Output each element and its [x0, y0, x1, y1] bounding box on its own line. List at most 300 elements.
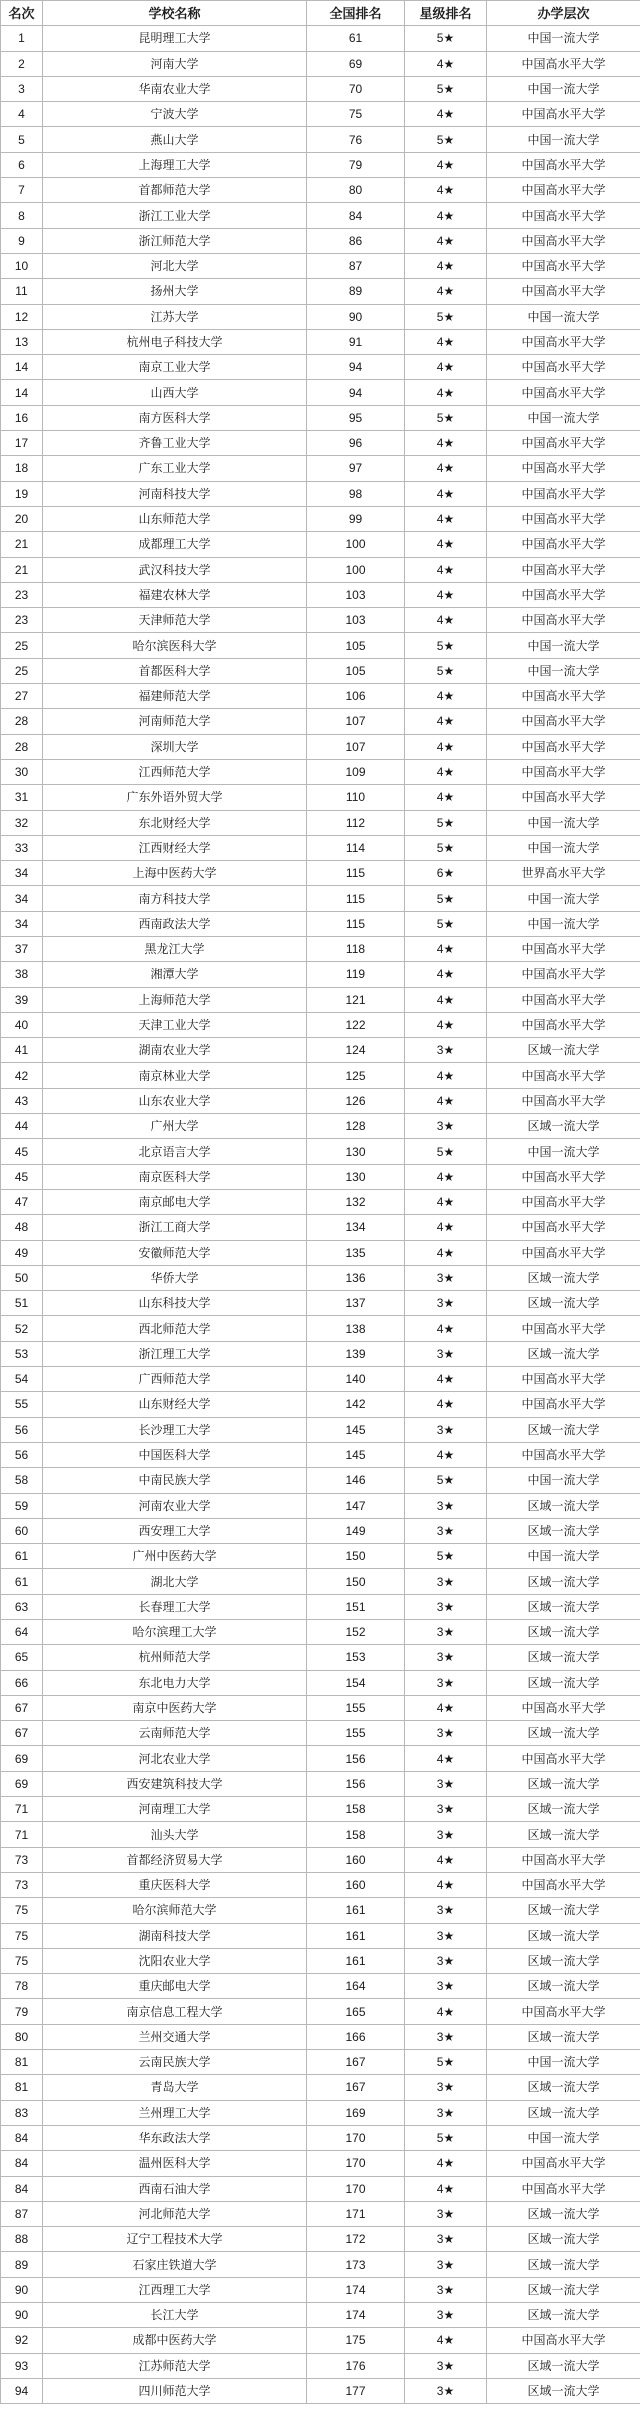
school-name-cell: 湖南农业大学: [43, 1038, 307, 1063]
school-level-cell: 中国高水平大学: [487, 431, 640, 456]
national-rank-cell: 174: [307, 2277, 405, 2302]
school-name-cell: 山东师范大学: [43, 506, 307, 531]
school-name-cell: 兰州交通大学: [43, 2024, 307, 2049]
table-row: [1, 506, 640, 531]
table-row: [1, 1746, 640, 1771]
rank-cell: 40: [1, 1012, 43, 1037]
star-rating-cell: 3★: [405, 1974, 487, 1999]
school-level-cell: 中国高水平大学: [487, 2151, 640, 2176]
national-rank-cell: 132: [307, 1189, 405, 1214]
table-row: [1, 1872, 640, 1897]
school-name-cell: 湖南科技大学: [43, 1923, 307, 1948]
school-level-cell: 中国高水平大学: [487, 557, 640, 582]
table-row: [1, 26, 640, 51]
national-rank-cell: 169: [307, 2100, 405, 2125]
star-rating-cell: 3★: [405, 2277, 487, 2302]
table-row: [1, 2176, 640, 2201]
rank-cell: 89: [1, 2252, 43, 2277]
star-rating-cell: 3★: [405, 1114, 487, 1139]
school-name-cell: 湖北大学: [43, 1569, 307, 1594]
table-row: [1, 1442, 640, 1467]
school-name-cell: 安徽师范大学: [43, 1240, 307, 1265]
school-level-cell: 中国高水平大学: [487, 582, 640, 607]
table-row: [1, 1063, 640, 1088]
school-name-cell: 江西理工大学: [43, 2277, 307, 2302]
rank-cell: 61: [1, 1544, 43, 1569]
star-rating-cell: 5★: [405, 835, 487, 860]
school-level-cell: 中国高水平大学: [487, 987, 640, 1012]
national-rank-cell: 97: [307, 456, 405, 481]
table-row: [1, 1240, 640, 1265]
school-level-cell: 中国高水平大学: [487, 1695, 640, 1720]
school-level-cell: 区域一流大学: [487, 1721, 640, 1746]
school-name-cell: 江苏师范大学: [43, 2353, 307, 2378]
national-rank-cell: 149: [307, 1518, 405, 1543]
table-row: [1, 684, 640, 709]
national-rank-cell: 80: [307, 178, 405, 203]
star-rating-cell: 3★: [405, 1493, 487, 1518]
national-rank-cell: 164: [307, 1974, 405, 1999]
rank-cell: 93: [1, 2353, 43, 2378]
national-rank-cell: 115: [307, 861, 405, 886]
school-name-cell: 山东农业大学: [43, 1088, 307, 1113]
table-row: [1, 1974, 640, 1999]
star-rating-cell: 5★: [405, 2125, 487, 2150]
table-row: [1, 253, 640, 278]
table-body: [1, 26, 640, 2404]
school-level-cell: 中国高水平大学: [487, 1164, 640, 1189]
rank-cell: 4: [1, 102, 43, 127]
school-name-cell: 南方科技大学: [43, 886, 307, 911]
national-rank-cell: 175: [307, 2328, 405, 2353]
star-rating-cell: 4★: [405, 506, 487, 531]
school-name-cell: 西安建筑科技大学: [43, 1771, 307, 1796]
school-level-cell: 中国高水平大学: [487, 709, 640, 734]
star-rating-cell: 3★: [405, 1948, 487, 1973]
school-name-cell: 湘潭大学: [43, 962, 307, 987]
rank-cell: 8: [1, 203, 43, 228]
school-level-cell: 中国一流大学: [487, 633, 640, 658]
school-name-cell: 浙江理工大学: [43, 1341, 307, 1366]
star-rating-cell: 3★: [405, 2075, 487, 2100]
table-row: [1, 835, 640, 860]
table-row: [1, 76, 640, 101]
national-rank-cell: 94: [307, 355, 405, 380]
national-rank-cell: 176: [307, 2353, 405, 2378]
national-rank-cell: 112: [307, 810, 405, 835]
national-rank-cell: 142: [307, 1392, 405, 1417]
school-name-cell: 兰州理工大学: [43, 2100, 307, 2125]
national-rank-cell: 75: [307, 102, 405, 127]
table-row: [1, 1797, 640, 1822]
star-rating-cell: 4★: [405, 759, 487, 784]
table-row: [1, 178, 640, 203]
school-level-cell: 中国一流大学: [487, 835, 640, 860]
table-row: [1, 734, 640, 759]
school-level-cell: 中国高水平大学: [487, 329, 640, 354]
school-name-cell: 浙江师范大学: [43, 228, 307, 253]
rank-cell: 61: [1, 1569, 43, 1594]
national-rank-cell: 139: [307, 1341, 405, 1366]
star-rating-cell: 3★: [405, 1594, 487, 1619]
rank-cell: 79: [1, 1999, 43, 2024]
national-rank-cell: 87: [307, 253, 405, 278]
star-rating-cell: 4★: [405, 1367, 487, 1392]
table-row: [1, 2075, 640, 2100]
school-name-cell: 天津工业大学: [43, 1012, 307, 1037]
school-level-cell: 区域一流大学: [487, 2100, 640, 2125]
rank-cell: 81: [1, 2050, 43, 2075]
table-header-row: [1, 1, 640, 26]
table-row: [1, 911, 640, 936]
rank-cell: 49: [1, 1240, 43, 1265]
school-name-cell: 武汉科技大学: [43, 557, 307, 582]
school-name-cell: 上海理工大学: [43, 152, 307, 177]
rank-cell: 23: [1, 608, 43, 633]
rank-cell: 28: [1, 709, 43, 734]
school-name-cell: 四川师范大学: [43, 2378, 307, 2403]
school-name-cell: 河北农业大学: [43, 1746, 307, 1771]
school-name-cell: 杭州电子科技大学: [43, 329, 307, 354]
school-level-cell: 区域一流大学: [487, 1594, 640, 1619]
star-rating-cell: 3★: [405, 2100, 487, 2125]
rank-cell: 16: [1, 405, 43, 430]
school-level-cell: 中国高水平大学: [487, 203, 640, 228]
table-row: [1, 2125, 640, 2150]
school-level-cell: 中国高水平大学: [487, 355, 640, 380]
national-rank-cell: 173: [307, 2252, 405, 2277]
school-level-cell: 中国一流大学: [487, 1139, 640, 1164]
star-rating-cell: 5★: [405, 633, 487, 658]
star-rating-cell: 3★: [405, 2353, 487, 2378]
rank-cell: 58: [1, 1468, 43, 1493]
national-rank-cell: 150: [307, 1569, 405, 1594]
rank-cell: 12: [1, 304, 43, 329]
school-level-cell: 中国高水平大学: [487, 102, 640, 127]
star-rating-cell: 4★: [405, 2176, 487, 2201]
star-rating-cell: 3★: [405, 1797, 487, 1822]
school-name-cell: 哈尔滨师范大学: [43, 1898, 307, 1923]
rank-cell: 67: [1, 1695, 43, 1720]
star-rating-cell: 4★: [405, 178, 487, 203]
school-name-cell: 河北大学: [43, 253, 307, 278]
school-name-cell: 河南理工大学: [43, 1797, 307, 1822]
school-name-cell: 黑龙江大学: [43, 936, 307, 961]
school-name-cell: 河南大学: [43, 51, 307, 76]
national-rank-cell: 135: [307, 1240, 405, 1265]
school-name-cell: 云南师范大学: [43, 1721, 307, 1746]
star-rating-cell: 5★: [405, 26, 487, 51]
table-row: [1, 759, 640, 784]
table-row: [1, 2277, 640, 2302]
rank-cell: 45: [1, 1139, 43, 1164]
school-name-cell: 青岛大学: [43, 2075, 307, 2100]
star-rating-cell: 3★: [405, 1721, 487, 1746]
table-row: [1, 405, 640, 430]
rank-cell: 11: [1, 279, 43, 304]
school-level-cell: 中国高水平大学: [487, 51, 640, 76]
table-row: [1, 1999, 640, 2024]
school-level-cell: 中国高水平大学: [487, 734, 640, 759]
national-rank-cell: 118: [307, 936, 405, 961]
table-row: [1, 1923, 640, 1948]
national-rank-cell: 167: [307, 2050, 405, 2075]
school-level-cell: 区域一流大学: [487, 2075, 640, 2100]
table-row: [1, 2227, 640, 2252]
rank-cell: 48: [1, 1215, 43, 1240]
rank-cell: 37: [1, 936, 43, 961]
table-row: [1, 886, 640, 911]
school-name-cell: 西南政法大学: [43, 911, 307, 936]
national-rank-cell: 90: [307, 304, 405, 329]
star-rating-cell: 4★: [405, 481, 487, 506]
school-level-cell: 区域一流大学: [487, 2353, 640, 2378]
school-level-cell: 区域一流大学: [487, 2303, 640, 2328]
rank-cell: 34: [1, 886, 43, 911]
table-row: [1, 658, 640, 683]
national-rank-cell: 103: [307, 582, 405, 607]
rank-cell: 6: [1, 152, 43, 177]
national-rank-cell: 170: [307, 2151, 405, 2176]
school-level-cell: 中国高水平大学: [487, 506, 640, 531]
school-level-cell: 中国高水平大学: [487, 228, 640, 253]
rank-cell: 50: [1, 1265, 43, 1290]
rank-cell: 94: [1, 2378, 43, 2403]
table-row: [1, 1291, 640, 1316]
school-name-cell: 南方医科大学: [43, 405, 307, 430]
rank-cell: 51: [1, 1291, 43, 1316]
table-row: [1, 431, 640, 456]
school-name-cell: 山西大学: [43, 380, 307, 405]
school-level-cell: 中国高水平大学: [487, 253, 640, 278]
rank-cell: 21: [1, 532, 43, 557]
school-level-cell: 区域一流大学: [487, 2227, 640, 2252]
table-row: [1, 785, 640, 810]
national-rank-cell: 105: [307, 633, 405, 658]
national-rank-cell: 154: [307, 1670, 405, 1695]
national-rank-cell: 89: [307, 279, 405, 304]
table-row: [1, 127, 640, 152]
school-name-cell: 西南石油大学: [43, 2176, 307, 2201]
table-row: [1, 1544, 640, 1569]
school-name-cell: 哈尔滨理工大学: [43, 1620, 307, 1645]
school-name-cell: 河北师范大学: [43, 2201, 307, 2226]
table-row: [1, 987, 640, 1012]
star-rating-cell: 4★: [405, 709, 487, 734]
table-row: [1, 51, 640, 76]
rank-cell: 81: [1, 2075, 43, 2100]
national-rank-cell: 156: [307, 1771, 405, 1796]
school-name-cell: 西安理工大学: [43, 1518, 307, 1543]
school-level-cell: 区域一流大学: [487, 1569, 640, 1594]
table-row: [1, 1038, 640, 1063]
rank-cell: 75: [1, 1923, 43, 1948]
rank-cell: 38: [1, 962, 43, 987]
rank-cell: 5: [1, 127, 43, 152]
school-name-cell: 长江大学: [43, 2303, 307, 2328]
rank-cell: 14: [1, 355, 43, 380]
table-row: [1, 1594, 640, 1619]
table-row: [1, 582, 640, 607]
national-rank-cell: 156: [307, 1746, 405, 1771]
national-rank-cell: 128: [307, 1114, 405, 1139]
star-rating-cell: 4★: [405, 1316, 487, 1341]
rank-cell: 9: [1, 228, 43, 253]
school-level-cell: 世界高水平大学: [487, 861, 640, 886]
school-level-cell: 中国高水平大学: [487, 1872, 640, 1897]
rank-cell: 90: [1, 2303, 43, 2328]
star-rating-cell: 3★: [405, 1518, 487, 1543]
school-level-cell: 区域一流大学: [487, 1645, 640, 1670]
table-row: [1, 2328, 640, 2353]
national-rank-cell: 136: [307, 1265, 405, 1290]
national-rank-cell: 61: [307, 26, 405, 51]
table-row: [1, 1569, 640, 1594]
national-rank-cell: 171: [307, 2201, 405, 2226]
school-level-cell: 中国高水平大学: [487, 608, 640, 633]
school-level-cell: 区域一流大学: [487, 1974, 640, 1999]
school-level-cell: 中国高水平大学: [487, 279, 640, 304]
school-level-cell: 中国高水平大学: [487, 1746, 640, 1771]
national-rank-cell: 86: [307, 228, 405, 253]
rank-cell: 2: [1, 51, 43, 76]
table-row: [1, 2252, 640, 2277]
rank-cell: 41: [1, 1038, 43, 1063]
school-name-cell: 华南农业大学: [43, 76, 307, 101]
school-level-cell: 中国高水平大学: [487, 1367, 640, 1392]
school-level-cell: 中国高水平大学: [487, 380, 640, 405]
rank-cell: 56: [1, 1417, 43, 1442]
rank-cell: 23: [1, 582, 43, 607]
header-national-rank: 全国排名: [307, 1, 405, 26]
rank-cell: 20: [1, 506, 43, 531]
table-row: [1, 2378, 640, 2403]
school-level-cell: 区域一流大学: [487, 1620, 640, 1645]
school-level-cell: 中国一流大学: [487, 911, 640, 936]
table-row: [1, 1114, 640, 1139]
national-rank-cell: 152: [307, 1620, 405, 1645]
national-rank-cell: 161: [307, 1923, 405, 1948]
rank-cell: 90: [1, 2277, 43, 2302]
school-name-cell: 上海中医药大学: [43, 861, 307, 886]
star-rating-cell: 4★: [405, 1088, 487, 1113]
star-rating-cell: 5★: [405, 405, 487, 430]
national-rank-cell: 138: [307, 1316, 405, 1341]
rank-cell: 64: [1, 1620, 43, 1645]
school-level-cell: 中国高水平大学: [487, 1189, 640, 1214]
rank-cell: 60: [1, 1518, 43, 1543]
star-rating-cell: 5★: [405, 304, 487, 329]
table-row: [1, 1645, 640, 1670]
star-rating-cell: 4★: [405, 380, 487, 405]
national-rank-cell: 114: [307, 835, 405, 860]
table-row: [1, 1215, 640, 1240]
school-name-cell: 江苏大学: [43, 304, 307, 329]
school-name-cell: 广州大学: [43, 1114, 307, 1139]
school-name-cell: 南京林业大学: [43, 1063, 307, 1088]
national-rank-cell: 105: [307, 658, 405, 683]
star-rating-cell: 4★: [405, 355, 487, 380]
star-rating-cell: 3★: [405, 2303, 487, 2328]
table-row: [1, 1417, 640, 1442]
school-name-cell: 河南科技大学: [43, 481, 307, 506]
star-rating-cell: 4★: [405, 785, 487, 810]
school-name-cell: 哈尔滨医科大学: [43, 633, 307, 658]
school-name-cell: 重庆邮电大学: [43, 1974, 307, 1999]
school-name-cell: 首都医科大学: [43, 658, 307, 683]
school-name-cell: 成都理工大学: [43, 532, 307, 557]
national-rank-cell: 145: [307, 1442, 405, 1467]
national-rank-cell: 170: [307, 2176, 405, 2201]
school-level-cell: 中国高水平大学: [487, 532, 640, 557]
table-row: [1, 2353, 640, 2378]
star-rating-cell: 4★: [405, 532, 487, 557]
national-rank-cell: 147: [307, 1493, 405, 1518]
table-row: [1, 2151, 640, 2176]
school-name-cell: 北京语言大学: [43, 1139, 307, 1164]
school-name-cell: 广西师范大学: [43, 1367, 307, 1392]
star-rating-cell: 5★: [405, 810, 487, 835]
rank-cell: 1: [1, 26, 43, 51]
school-level-cell: 中国高水平大学: [487, 1847, 640, 1872]
national-rank-cell: 119: [307, 962, 405, 987]
table-row: [1, 1695, 640, 1720]
school-name-cell: 福建农林大学: [43, 582, 307, 607]
star-rating-cell: 5★: [405, 2050, 487, 2075]
school-level-cell: 区域一流大学: [487, 1417, 640, 1442]
table-row: [1, 709, 640, 734]
school-level-cell: 区域一流大学: [487, 1670, 640, 1695]
star-rating-cell: 4★: [405, 431, 487, 456]
school-name-cell: 浙江工商大学: [43, 1215, 307, 1240]
national-rank-cell: 100: [307, 532, 405, 557]
school-level-cell: 区域一流大学: [487, 1898, 640, 1923]
school-level-cell: 区域一流大学: [487, 1822, 640, 1847]
star-rating-cell: 6★: [405, 861, 487, 886]
school-level-cell: 区域一流大学: [487, 1493, 640, 1518]
star-rating-cell: 4★: [405, 608, 487, 633]
school-name-cell: 成都中医药大学: [43, 2328, 307, 2353]
table-row: [1, 1670, 640, 1695]
school-name-cell: 山东科技大学: [43, 1291, 307, 1316]
star-rating-cell: 4★: [405, 2151, 487, 2176]
school-level-cell: 中国高水平大学: [487, 1442, 640, 1467]
school-name-cell: 江西师范大学: [43, 759, 307, 784]
star-rating-cell: 5★: [405, 1468, 487, 1493]
table-row: [1, 152, 640, 177]
rank-cell: 83: [1, 2100, 43, 2125]
rank-cell: 71: [1, 1822, 43, 1847]
school-level-cell: 区域一流大学: [487, 2252, 640, 2277]
school-level-cell: 区域一流大学: [487, 1265, 640, 1290]
school-level-cell: 中国高水平大学: [487, 456, 640, 481]
star-rating-cell: 4★: [405, 253, 487, 278]
rank-cell: 52: [1, 1316, 43, 1341]
national-rank-cell: 122: [307, 1012, 405, 1037]
table-row: [1, 1139, 640, 1164]
school-name-cell: 华东政法大学: [43, 2125, 307, 2150]
school-name-cell: 齐鲁工业大学: [43, 431, 307, 456]
rank-cell: 53: [1, 1341, 43, 1366]
school-level-cell: 区域一流大学: [487, 1797, 640, 1822]
table-row: [1, 532, 640, 557]
national-rank-cell: 140: [307, 1367, 405, 1392]
rank-cell: 21: [1, 557, 43, 582]
school-level-cell: 中国一流大学: [487, 886, 640, 911]
star-rating-cell: 4★: [405, 1164, 487, 1189]
school-name-cell: 昆明理工大学: [43, 26, 307, 51]
national-rank-cell: 158: [307, 1822, 405, 1847]
